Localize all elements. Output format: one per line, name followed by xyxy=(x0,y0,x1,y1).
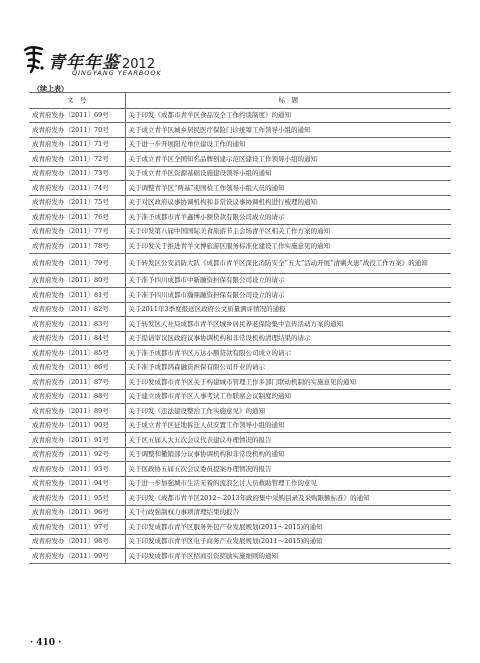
table-row xyxy=(29,375,451,390)
document-number: 成青府发办〔2011〕83号 xyxy=(29,317,125,332)
table-row xyxy=(29,181,451,196)
document-number: 成青府发办〔2011〕88号 xyxy=(29,389,125,404)
document-title: 关于印发《成都市青羊区2012～2013年政府集中采购目录及采购限额标准》的通知 xyxy=(125,491,451,506)
table-row xyxy=(29,123,451,138)
table-row xyxy=(29,210,451,225)
document-number: 成青府发办〔2011〕74号 xyxy=(29,181,125,196)
document-number: 成青府发办〔2011〕84号 xyxy=(29,331,125,346)
calligraphy-logo-icon xyxy=(22,44,46,74)
table-header-row xyxy=(29,93,451,109)
table-row xyxy=(29,166,451,181)
yearbook-header xyxy=(22,44,182,84)
brand-year: 2012 xyxy=(122,57,156,72)
document-title: 关于对区政府议事协调机构和非常设议事协调机构进行梳理的通知 xyxy=(125,195,451,210)
document-title: 关于建立成都市青羊区人事考试工作联席会议制度的通知 xyxy=(125,389,451,404)
document-title: 关于调整青羊区“两基”迎国检工作领导小组人员的通知 xyxy=(125,181,451,196)
document-number: 成青府发办〔2011〕87号 xyxy=(29,375,125,390)
document-number: 成青府发办〔2011〕73号 xyxy=(29,166,125,181)
table-row xyxy=(29,549,451,564)
table-row xyxy=(29,534,451,549)
document-title: 关于行政强制权力事项清理结果的报告 xyxy=(125,505,451,520)
table-row xyxy=(29,331,451,346)
document-number: 成青府发办〔2011〕81号 xyxy=(29,288,125,303)
document-number: 成青府发办〔2011〕80号 xyxy=(29,273,125,288)
document-number: 成青府发办〔2011〕99号 xyxy=(29,549,125,564)
document-title: 关于成立青羊区全国知名品牌创建示范区建设工作领导小组的通知 xyxy=(125,152,451,167)
document-number: 成青府发办〔2011〕79号 xyxy=(29,253,125,273)
table-row xyxy=(29,152,451,167)
brand-subtitle: QINGYANG YEARBOOK xyxy=(72,69,162,77)
document-number: 成青府发办〔2011〕77号 xyxy=(29,224,125,239)
table-row xyxy=(29,239,451,254)
document-title: 关于成立青羊区征地拆迁人员安置工作领导小组的通知 xyxy=(125,418,451,433)
document-title: 关于印发关于推进青羊文博旅游区服务标准化建设工作实施意见的通知 xyxy=(125,239,451,254)
document-number: 成青府发办〔2011〕82号 xyxy=(29,302,125,317)
document-number: 成青府发办〔2011〕92号 xyxy=(29,447,125,462)
document-number: 成青府发办〔2011〕91号 xyxy=(29,433,125,448)
brand-title: 青年年鉴 xyxy=(48,53,120,73)
table-row xyxy=(29,108,451,123)
document-number: 成青府发办〔2011〕85号 xyxy=(29,346,125,361)
document-number: 成青府发办〔2011〕70号 xyxy=(29,123,125,138)
document-title: 关于印发成都市青羊区招商引资奖励实施细则的通知 xyxy=(125,549,451,564)
document-title: 关于转发区公安消防大队《成都市青羊区深化消防安全“五大”活动开展“清剿火患”战役工作方案》的通知 xyxy=(125,253,451,273)
table-row xyxy=(29,137,451,152)
document-number: 成青府发办〔2011〕71号 xyxy=(29,137,125,152)
document-title: 关于2011年3季度报送区政府公文质量测评情况的通报 xyxy=(125,302,451,317)
document-title: 关于印发成都市青羊区服务外包产业发展规划(2011～2015)的通知 xyxy=(125,520,451,535)
table-row xyxy=(29,505,451,520)
table-row xyxy=(29,520,451,535)
document-number: 成青府发办〔2011〕89号 xyxy=(29,404,125,419)
document-title: 关于区政协五届五次会议委员提案办理情况的报告 xyxy=(125,462,451,477)
document-title: 关于区五届人大五次会议代表建议办理情况的报告 xyxy=(125,433,451,448)
document-title: 关于准予四川成都市瀚鼎融资担保有限公司设立的请示 xyxy=(125,288,451,303)
table-row xyxy=(29,462,451,477)
document-title: 关于转发区人社局成都市青羊区城乡居民养老保险集中宣传活动方案的通知 xyxy=(125,317,451,332)
document-number: 成青府发办〔2011〕96号 xyxy=(29,505,125,520)
table-row xyxy=(29,317,451,332)
document-title: 关于进一步开展阳光单位建设工作的通知 xyxy=(125,137,451,152)
table-row xyxy=(29,389,451,404)
table-row xyxy=(29,346,451,361)
document-title: 关于准予成都市青羊鑫博小额贷款有限公司成立的请示 xyxy=(125,210,451,225)
document-number: 成青府发办〔2011〕94号 xyxy=(29,476,125,491)
table-row xyxy=(29,253,451,273)
document-title: 关于印发《成都市青羊区食品安全工作约谈制度》的通知 xyxy=(125,108,451,123)
document-title: 关于进一步加强城市生活无着的流浪乞讨人员救助管理工作的意见 xyxy=(125,476,451,491)
document-title: 关于印发成都市青羊区关于构建城市管理工作多部门联动机制的实施意见的通知 xyxy=(125,375,451,390)
document-title: 关于印发第八届中国国际美食旅游节主会场青羊区相关工作方案的通知 xyxy=(125,224,451,239)
table-row xyxy=(29,360,451,375)
document-title: 关于提请审议区政府议事协调机构和非常设机构清理结果的请示 xyxy=(125,331,451,346)
document-number: 成青府发办〔2011〕93号 xyxy=(29,462,125,477)
document-title: 关于准予四川成都市中新融资担保有限公司设立的请示 xyxy=(125,273,451,288)
document-title: 关于调整和撤销部分议事协调机构和非常设机构的通知 xyxy=(125,447,451,462)
table-row xyxy=(29,476,451,491)
continued-label: （续上表） xyxy=(33,84,68,93)
document-title: 关于成立青羊区城乡居民医疗保险门诊统筹工作领导小组的通知 xyxy=(125,123,451,138)
table-row xyxy=(29,418,451,433)
document-number: 成青府发办〔2011〕76号 xyxy=(29,210,125,225)
document-title: 关于印发《违法建设整治工作实施意见》的通知 xyxy=(125,404,451,419)
document-title: 关于准予成都市青羊区万达小额贷款有限公司成立的请示 xyxy=(125,346,451,361)
document-table xyxy=(29,92,451,564)
table-row xyxy=(29,288,451,303)
document-number: 成青府发办〔2011〕97号 xyxy=(29,520,125,535)
document-number: 成青府发办〔2011〕98号 xyxy=(29,534,125,549)
document-title: 关于印发成都市青羊区电子商务产业发展规划(2011～2015)的通知 xyxy=(125,534,451,549)
table-row xyxy=(29,447,451,462)
document-number: 成青府发办〔2011〕69号 xyxy=(29,108,125,123)
document-number: 成青府发办〔2011〕78号 xyxy=(29,239,125,254)
document-number: 成青府发办〔2011〕86号 xyxy=(29,360,125,375)
page-number: · 410 · xyxy=(30,638,62,648)
table-row xyxy=(29,273,451,288)
table-row xyxy=(29,302,451,317)
document-number: 成青府发办〔2011〕72号 xyxy=(29,152,125,167)
document-number: 成青府发办〔2011〕90号 xyxy=(29,418,125,433)
document-title: 关于成立青羊区资源基础设施建设领导小组的通知 xyxy=(125,166,451,181)
document-number: 成青府发办〔2011〕95号 xyxy=(29,491,125,506)
table-row xyxy=(29,404,451,419)
table-row xyxy=(29,433,451,448)
column-header-number: 文 号 xyxy=(29,93,125,109)
column-header-title: 标 题 xyxy=(125,93,451,109)
document-title: 关于准予成都鸿森融资担保有限公司开业的请示 xyxy=(125,360,451,375)
document-number: 成青府发办〔2011〕75号 xyxy=(29,195,125,210)
table-row xyxy=(29,224,451,239)
table-row xyxy=(29,195,451,210)
table-row xyxy=(29,491,451,506)
